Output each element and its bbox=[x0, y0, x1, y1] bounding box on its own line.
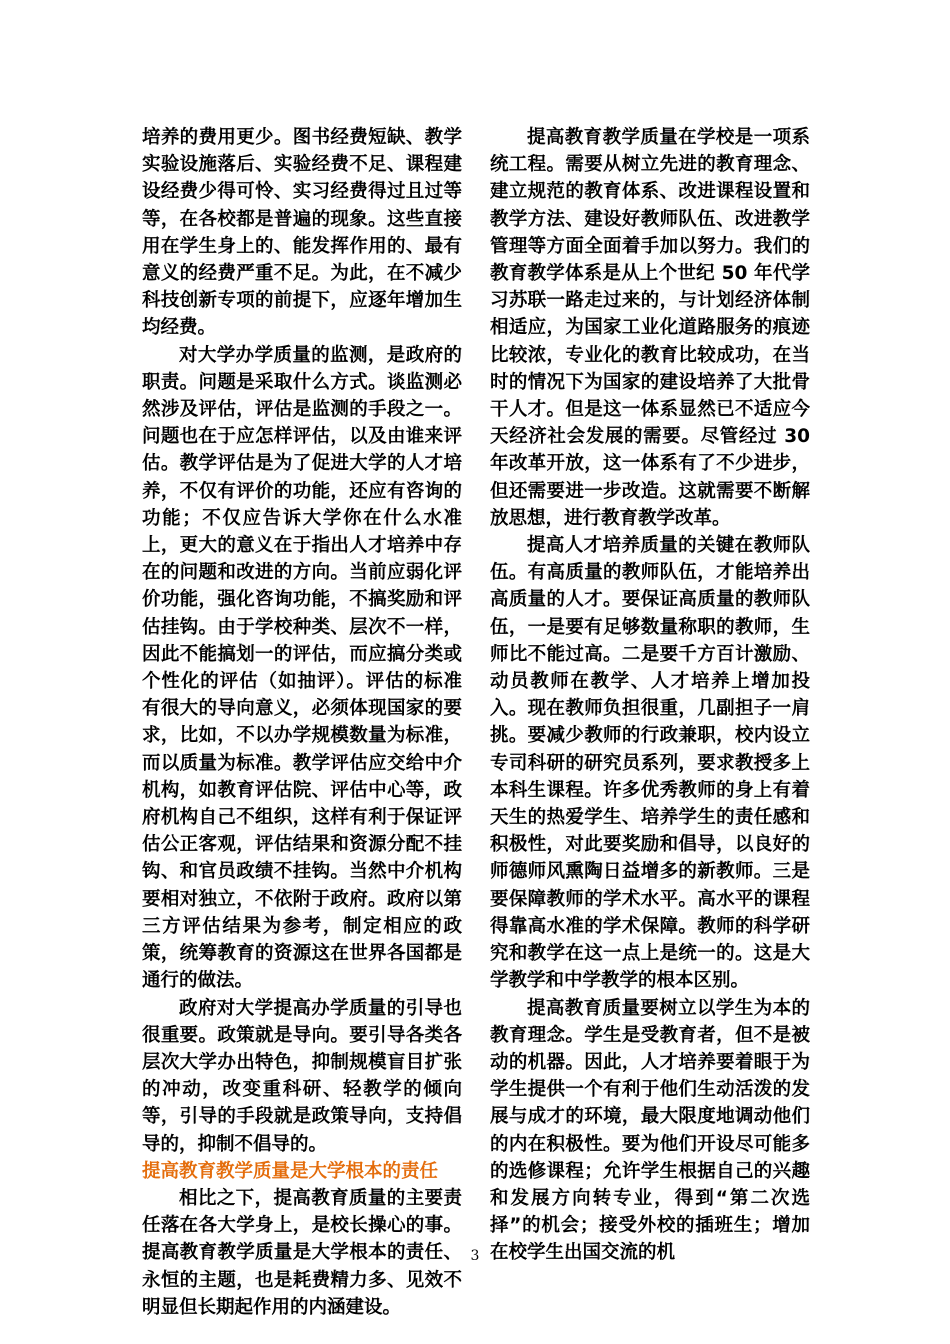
right-paragraph-1: 提高教育教学质量在学校是一项系统工程。需要从树立先进的教育理念、建立规范的教育体系、改进课程设置和教学方法、建设好教师队伍、改进教学管理等方面全面着手加以努力。我们的教育教学体系是从上个世纪 50 年代学习苏联一路走过来的，与计划经济体制相适应，为国家工业化道路服务的痕迹比较浓，专业化的教育比较成功，在当时的情况下为国家的建设培养了大批骨干人才。但是这一体系显然已不适应今天经济社会发展的需要。尽管经过 30 年改革开放，这一体系有了不少进步，但还需要进一步改造。这就需要不断解放思想，进行教育教学改革。 bbox=[490, 127, 810, 529]
right-paragraph-3: 提高教育质量要树立以学生为本的教育理念。学生是受教育者，但不是被动的机器。因此，人才培养要着眼于为学生提供一个有利于他们生动活泼的发展与成才的环境，最大限度地调动他们的内在积极性。要为他们开设尽可能多的选修课程；允许学生根据自己的兴趣和发展方向转专业，得到“第二次选择”的机会；接受外校的插班生；增加在校学生出国交流的机 bbox=[490, 997, 810, 1264]
page-number: 3 bbox=[470, 1248, 480, 1264]
left-paragraph-2: 对大学办学质量的监测，是政府的职责。问题是采取什么方式。谈监测必然涉及评估，评估是监测的手段之一。问题也在于应怎样评估，以及由谁来评估。教学评估是为了促进大学的人才培养，不仅有评价的功能，还应有咨询的功能；不仅应告诉大学你在什么水准上，更大的意义在于指出人才培养中存在的问题和改进的方向。当前应弱化评价功能，强化咨询功能，不搞奖励和评估挂钩。由于学校种类、层次不一样，因此不能搞划一的评估，而应搞分类或个性化的评估（如抽评）。评估的标准有很大的导向意义，必须体现国家的要求，比如，不以办学规模数量为标准，而以质量为标准。教学评估应交给中介机构，如教育评估院、评估中心等，政府机构自己不组织，这样有利于保证评估公正客观，评估结果和资源分配不挂钩、和官员政绩不挂钩。当然中介机构要相对独立，不依附于政府。政府以第三方评估结果为参考，制定相应的政策，统筹教育的资源这在世界各国都是通行的做法。 bbox=[142, 344, 462, 992]
left-paragraph-3: 政府对大学提高办学质量的引导也很重要。政策就是导向。要引导各类各层次大学办出特色，抑制规模盲目扩张的冲动，改变重科研、轻教学的倾向等，引导的手段就是政策导向，支持倡导的，抑制不倡导的。 bbox=[142, 997, 462, 1155]
right-paragraph-2: 提高人才培养质量的关键在教师队伍。有高质量的教师队伍，才能培养出高质量的人才。要保证高质量的教师队伍，一是要有足够数量称职的教师，生师比不能过高。二是要千方百计激励、动员教师在教学、人才培养上增加投入。现在教师负担很重，几副担子一肩挑。要减少教师的行政兼职，校内设立专司科研的研究员系列，要求教授多上本科生课程。许多优秀教师的身上有着天生的热爱学生、培养学生的责任感和积极性，对此要奖励和倡导，以良好的师德师风熏陶日益增多的新教师。三是要保障教师的学术水平。高水平的课程得靠高水准的学术保障。教师的科学研究和教学在这一点上是统一的。这是大学教学和中学教学的根本区别。 bbox=[490, 535, 810, 992]
section-heading: 提高教育教学质量是大学根本的责任 bbox=[142, 1160, 439, 1182]
left-column bbox=[142, 124, 462, 1321]
right-column bbox=[490, 124, 810, 1267]
left-paragraph-4: 相比之下，提高教育质量的主要责任落在各大学身上，是校长操心的事。提高教育教学质量是大学根本的责任、永恒的主题，也是耗费精力多、见效不明显但长期起作用的内涵建设。 bbox=[142, 1187, 462, 1318]
left-paragraph-1: 培养的费用更少。图书经费短缺、教学实验设施落后、实验经费不足、课程建设经费少得可怜、实习经费得过且过等等，在各校都是普遍的现象。这些直接用在学生身上的、能发挥作用的、最有意义的经费严重不足。为此，在不减少科技创新专项的前提下，应逐年增加生均经费。 bbox=[142, 127, 462, 339]
